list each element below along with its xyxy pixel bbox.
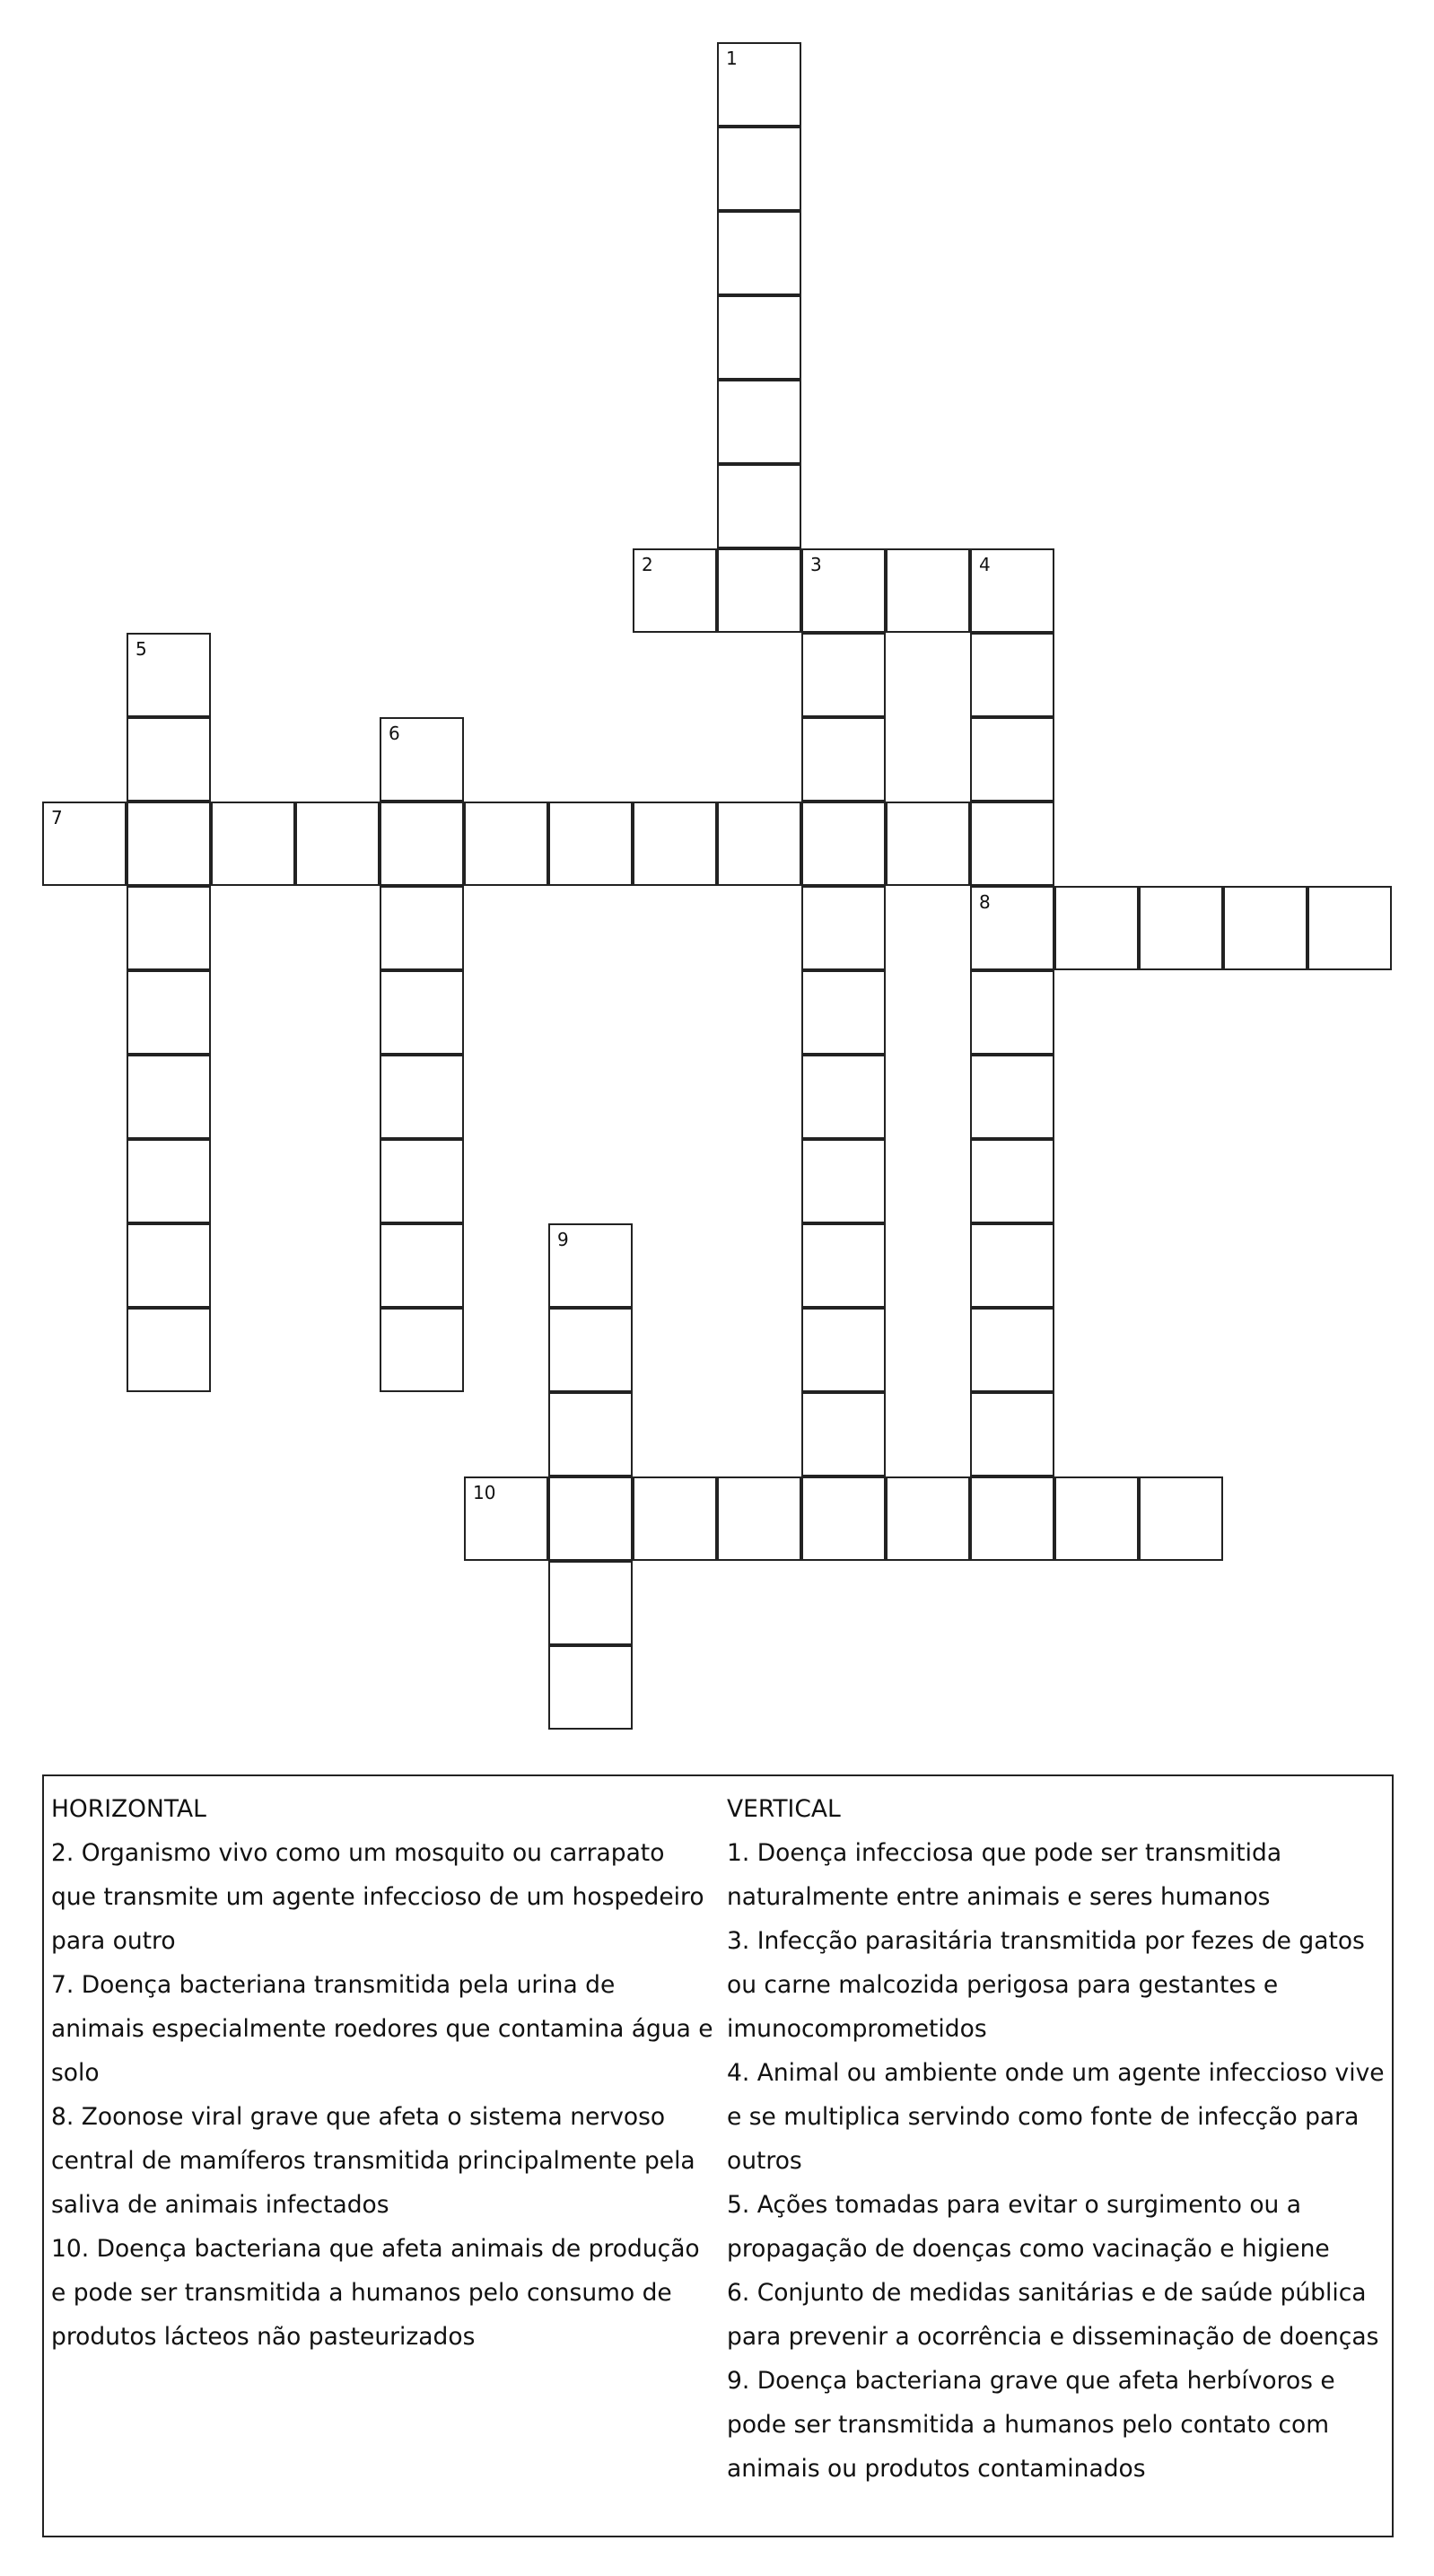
crossword-cell[interactable] [801,1392,886,1476]
crossword-cell[interactable] [801,1223,886,1308]
crossword-cell[interactable] [127,717,211,802]
vertical-title: VERTICAL [727,1795,841,1823]
clue-horizontal-7: 7. Doença bacteriana transmitida pela urina de animais especialmente roedores que contamina água e solo [51,1971,713,2087]
crossword-cell[interactable] [548,1392,633,1476]
clue-number: 10 [473,1482,496,1503]
crossword-cell[interactable] [801,717,886,802]
crossword-cell[interactable] [548,1223,633,1308]
crossword-cell[interactable] [127,633,211,717]
clue-vertical-3: 3. Infecção parasitária transmitida por fezes de gatos ou carne malcozida perigosa para gestantes e imunocomprometidos [727,1927,1365,2043]
crossword-cell[interactable] [380,717,464,802]
crossword-cell[interactable] [127,1139,211,1223]
crossword-cell[interactable] [1139,1476,1223,1561]
crossword-cell[interactable] [717,380,801,464]
clue-number: 6 [389,723,400,744]
crossword-cell[interactable] [464,1476,548,1561]
crossword-cell[interactable] [801,633,886,717]
crossword-cell[interactable] [127,886,211,970]
crossword-cell[interactable] [970,1476,1054,1561]
crossword-cell[interactable] [380,802,464,886]
clue-number: 7 [51,807,63,828]
crossword-cell[interactable] [717,464,801,548]
crossword-cell[interactable] [970,1223,1054,1308]
crossword-cell[interactable] [633,548,717,633]
crossword-cell[interactable] [1054,1476,1139,1561]
crossword-cell[interactable] [970,717,1054,802]
clue-vertical-1: 1. Doença infecciosa que pode ser transmitida naturalmente entre animais e seres humanos [727,1839,1282,1911]
crossword-cell[interactable] [801,970,886,1055]
crossword-cell[interactable] [127,1055,211,1139]
crossword-cell[interactable] [717,42,801,127]
crossword-cell[interactable] [970,970,1054,1055]
crossword-cell[interactable] [548,1645,633,1730]
crossword-cell[interactable] [970,633,1054,717]
horizontal-clues [51,1787,715,2359]
crossword-cell[interactable] [970,802,1054,886]
clue-number: 1 [726,48,738,69]
crossword-cell[interactable] [801,1308,886,1392]
crossword-cell[interactable] [548,802,633,886]
crossword-cell[interactable] [127,970,211,1055]
clue-number: 5 [136,638,147,660]
crossword-cell[interactable] [970,1139,1054,1223]
crossword-cell[interactable] [970,886,1054,970]
crossword-cell[interactable] [717,127,801,211]
clue-number: 8 [979,891,991,913]
vertical-clues [727,1787,1391,2491]
clue-number: 2 [642,554,653,575]
clue-number: 9 [557,1229,569,1250]
horizontal-title: HORIZONTAL [51,1795,206,1823]
clue-vertical-9: 9. Doença bacteriana grave que afeta herbívoros e pode ser transmitida a humanos pelo contato com animais ou produtos contaminados [727,2367,1335,2483]
crossword-cell[interactable] [380,970,464,1055]
crossword-cell[interactable] [127,1223,211,1308]
crossword-cell[interactable] [127,802,211,886]
crossword-cell[interactable] [717,1476,801,1561]
crossword-cell[interactable] [548,1561,633,1645]
crossword-cell[interactable] [886,548,970,633]
crossword-cell[interactable] [127,1308,211,1392]
crossword-cell[interactable] [717,295,801,380]
crossword-cell[interactable] [380,1055,464,1139]
crossword-cell[interactable] [717,802,801,886]
clue-vertical-4: 4. Animal ou ambiente onde um agente infeccioso vive e se multiplica servindo como fonte de infecção para outros [727,2059,1385,2175]
clue-number: 3 [810,554,822,575]
crossword-cell[interactable] [211,802,295,886]
clue-vertical-5: 5. Ações tomadas para evitar o surgimento ou a propagação de doenças como vacinação e higiene [727,2191,1330,2263]
clue-horizontal-10: 10. Doença bacteriana que afeta animais de produção e pode ser transmitida a humanos pelo consumo de produtos lácteos não pasteurizados [51,2235,700,2351]
crossword-cell[interactable] [717,211,801,295]
crossword-cell[interactable] [1307,886,1392,970]
crossword-cell[interactable] [801,802,886,886]
clues-box [42,1774,1394,2537]
crossword-cell[interactable] [970,548,1054,633]
crossword-cell[interactable] [548,1308,633,1392]
crossword-cell[interactable] [380,1139,464,1223]
crossword-cell[interactable] [886,1476,970,1561]
crossword-cell[interactable] [970,1055,1054,1139]
crossword-cell[interactable] [42,802,127,886]
crossword-cell[interactable] [801,886,886,970]
crossword-cell[interactable] [380,886,464,970]
clue-horizontal-2: 2. Organismo vivo como um mosquito ou carrapato que transmite um agente infeccioso de um hospedeiro para outro [51,1839,704,1955]
crossword-cell[interactable] [380,1223,464,1308]
crossword-cell[interactable] [295,802,380,886]
crossword-cell[interactable] [1054,886,1139,970]
crossword-cell[interactable] [633,1476,717,1561]
crossword-cell[interactable] [801,1055,886,1139]
crossword-cell[interactable] [464,802,548,886]
clue-horizontal-8: 8. Zoonose viral grave que afeta o sistema nervoso central de mamíferos transmitida principalmente pela saliva de animais infectados [51,2103,695,2219]
crossword-cell[interactable] [717,548,801,633]
crossword-cell[interactable] [380,1308,464,1392]
crossword-cell[interactable] [801,1476,886,1561]
crossword-cell[interactable] [801,548,886,633]
crossword-cell[interactable] [886,802,970,886]
crossword-cell[interactable] [633,802,717,886]
crossword-cell[interactable] [801,1139,886,1223]
crossword-cell[interactable] [970,1392,1054,1476]
crossword-cell[interactable] [1139,886,1223,970]
clue-number: 4 [979,554,991,575]
crossword-cell[interactable] [548,1476,633,1561]
crossword-cell[interactable] [970,1308,1054,1392]
clue-vertical-6: 6. Conjunto de medidas sanitárias e de saúde pública para prevenir a ocorrência e disseminação de doenças [727,2279,1379,2351]
crossword-cell[interactable] [1223,886,1307,970]
